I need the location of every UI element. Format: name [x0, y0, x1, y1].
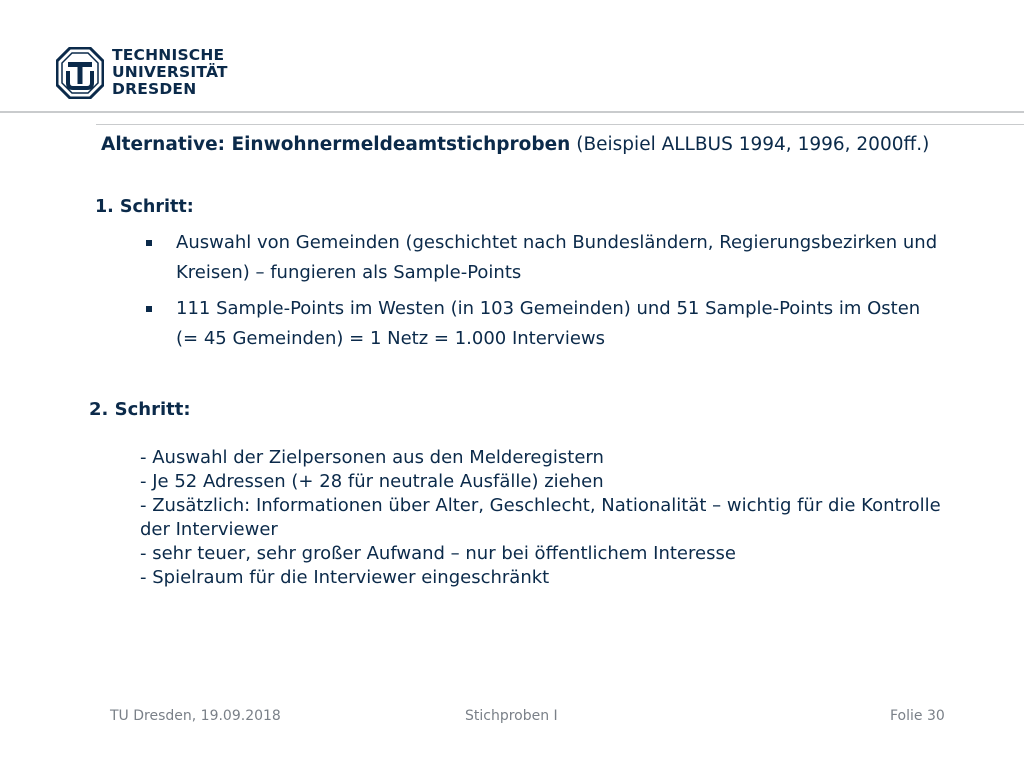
- header-divider: [0, 111, 1024, 113]
- square-bullet-icon: [146, 306, 152, 312]
- bullet-item: [146, 228, 946, 288]
- step2-line: - Zusätzlich: Informationen über Alter, Geschlecht, Nationalität – wichtig für die Kontrolle der Interviewer: [140, 495, 941, 540]
- logo-line-3: DRESDEN: [112, 80, 197, 98]
- step2-line-list: [140, 446, 960, 590]
- step2-line: - sehr teuer, sehr großer Aufwand – nur bei öffentlichem Interesse: [140, 543, 736, 564]
- step2-line: - Je 52 Adressen (+ 28 für neutrale Ausfälle) ziehen: [140, 471, 604, 492]
- step2-line: - Spielraum für die Interviewer eingeschränkt: [140, 567, 550, 588]
- square-bullet-icon: [146, 240, 152, 246]
- step2-label: 2. Schritt:: [89, 399, 191, 420]
- footer-slide-number: Folie 30: [890, 708, 945, 724]
- tu-dresden-logo: [56, 47, 226, 99]
- step1-bullet-list: [146, 228, 946, 360]
- bullet-item: [146, 294, 946, 354]
- header-divider-thin: [96, 124, 1024, 125]
- bullet-text: Auswahl von Gemeinden (geschichtet nach Bundesländern, Regierungsbezirken und Kreisen) – fungieren als Sample-Points: [176, 232, 938, 283]
- footer-date: TU Dresden, 19.09.2018: [110, 708, 281, 724]
- step2-line: - Auswahl der Zielpersonen aus den Melderegistern: [140, 447, 604, 468]
- bullet-text: 111 Sample-Points im Westen (in 103 Gemeinden) und 51 Sample-Points im Osten (= 45 Gemeinden) = 1 Netz = 1.000 Interviews: [176, 298, 921, 349]
- slide-heading: [101, 132, 961, 157]
- footer-title: Stichproben I: [465, 708, 558, 724]
- logo-wordmark: [112, 47, 228, 98]
- logo-line-1: TECHNISCHE: [112, 46, 225, 64]
- tu-logo-icon: [56, 47, 104, 99]
- slide-heading-bold: Alternative: Einwohnermeldeamtstichproben: [101, 134, 571, 155]
- slide-heading-rest: (Beispiel ALLBUS 1994, 1996, 2000ff.): [570, 134, 930, 155]
- logo-line-2: UNIVERSITÄT: [112, 63, 228, 81]
- step1-label: 1. Schritt:: [95, 197, 194, 217]
